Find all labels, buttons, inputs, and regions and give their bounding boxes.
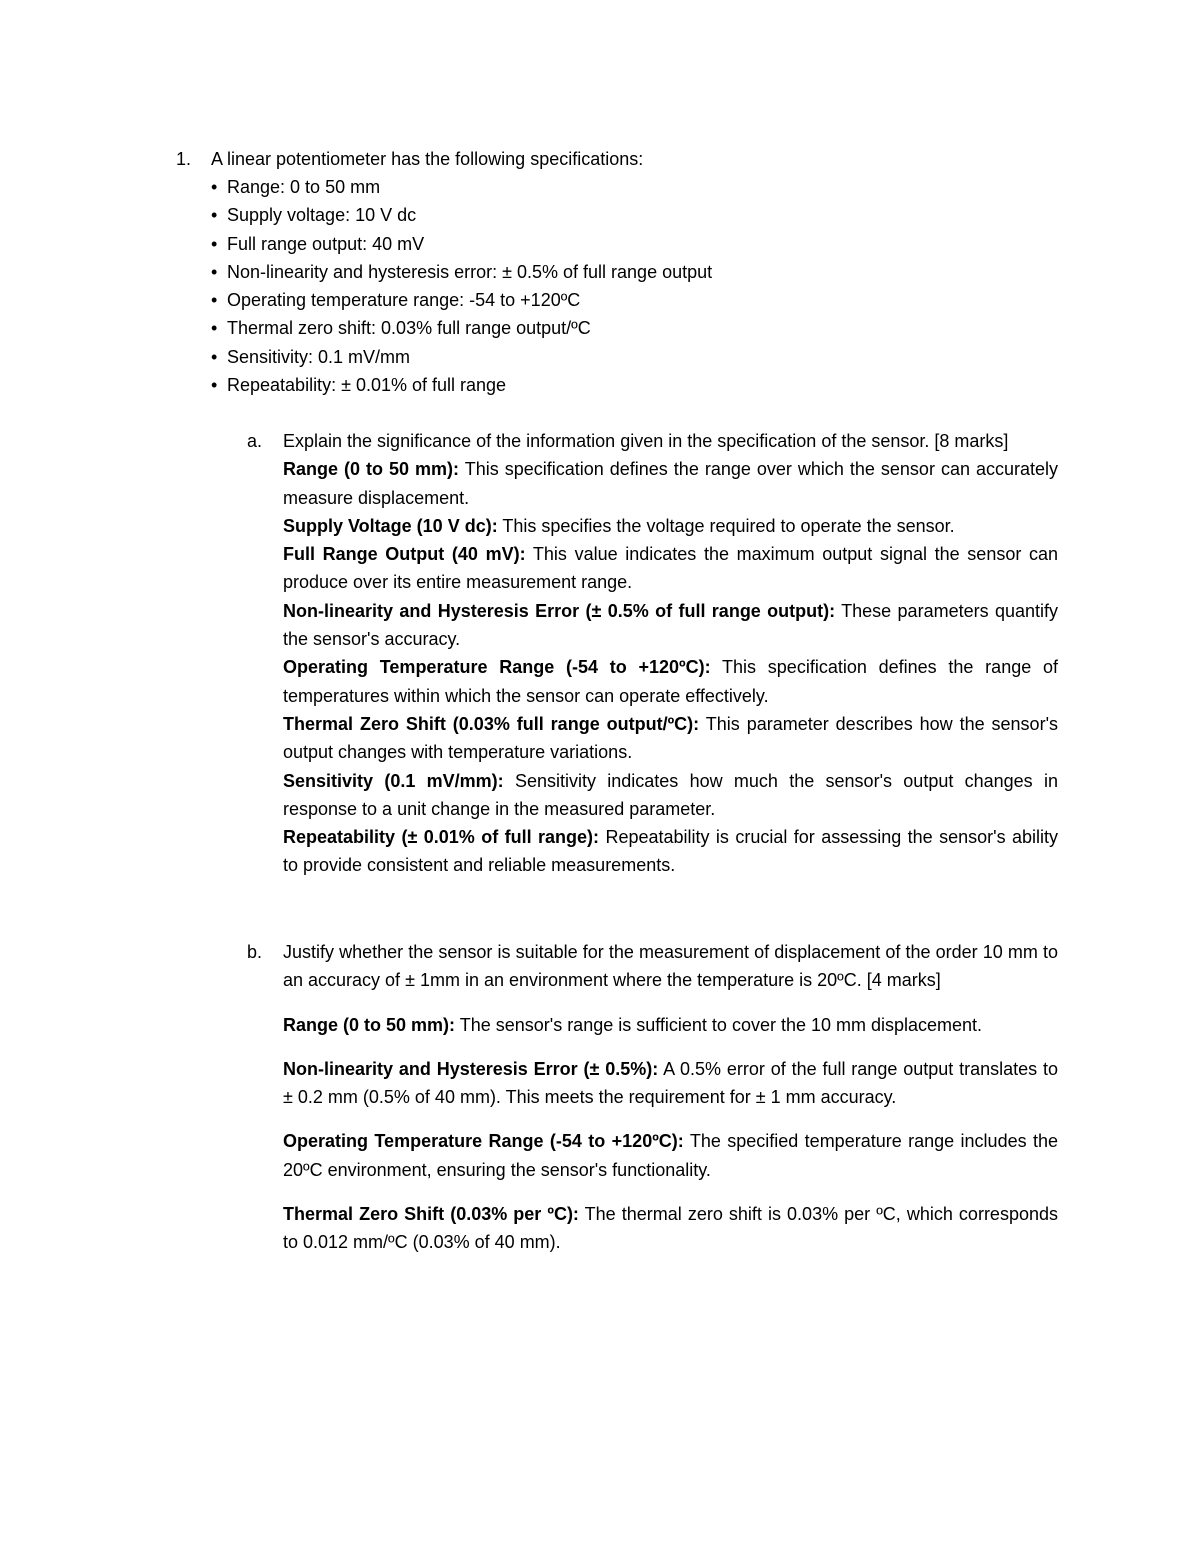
item-term: Operating Temperature Range (-54 to +120ºC): (283, 1131, 684, 1152)
spec-item: • Sensitivity: 0.1 mV/mm (211, 343, 712, 371)
spec-item: • Operating temperature range: -54 to +120ºC (211, 286, 712, 314)
part-b-item: Non-linearity and Hysteresis Error (± 0.5%): A 0.5% error of the full range output translates to ± 0.2 mm (0.5% of 40 mm). This meets the requirement for ± 1 mm accuracy. (283, 1058, 1058, 1108)
bullet-icon: • (211, 205, 218, 226)
part-a-prompt: Explain the significance of the information given in the specification of the sensor. [8 marks] (283, 431, 1009, 451)
item-term: Non-linearity and Hysteresis Error (± 0.5% of full range output): (283, 600, 836, 621)
bullet-icon: • (211, 346, 218, 367)
part-a-item: Thermal Zero Shift (0.03% full range output/ºC): This parameter describes how the sensor's output changes with temperature variations. (283, 713, 1058, 763)
part-b-prompt: Justify whether the sensor is suitable for the measurement of displacement of the order 10 mm to an accuracy of ± 1mm in an environment where the temperature is 20ºC. [4 marks] (283, 942, 1058, 991)
bullet-icon: • (211, 233, 218, 254)
spec-item: • Repeatability: ± 0.01% of full range (211, 371, 712, 399)
bullet-icon: • (211, 261, 218, 282)
item-term: Range (0 to 50 mm): (283, 459, 460, 480)
part-b-item: Range (0 to 50 mm): The sensor's range is sufficient to cover the 10 mm displacement. (283, 1014, 983, 1035)
part-a-item: Range (0 to 50 mm): This specification defines the range over which the sensor can accurately measure displacement. (283, 459, 1058, 508)
part-b-letter: b. (247, 942, 263, 962)
part-a-item: Repeatability (± 0.01% of full range): Repeatability is crucial for assessing the sensor's ability to provide consistent and reliable measurements. (283, 827, 1059, 876)
part-a-item: Operating Temperature Range (-54 to +120ºC): This specification defines the range of temperatures within which the sensor can operate effectively. (283, 657, 1058, 706)
part-a-item: Non-linearity and Hysteresis Error (± 0.5% of full range output): These parameters quantify the sensor's accuracy. (283, 600, 1058, 650)
part-b-section (283, 938, 1058, 1257)
spec-item: • Full range output: 40 mV (211, 230, 712, 258)
question-number: 1. (176, 149, 192, 169)
bullet-icon: • (211, 375, 218, 396)
bullet-icon: • (211, 177, 218, 197)
part-a-item: Supply Voltage (10 V dc): This specifies the voltage required to operate the sensor. (283, 515, 955, 536)
part-a-section (283, 427, 1058, 880)
item-term: Supply Voltage (10 V dc): (283, 515, 498, 536)
spec-item: • Supply voltage: 10 V dc (211, 201, 712, 229)
bullet-icon: • (211, 318, 218, 339)
spec-list (211, 173, 712, 399)
item-term: Range (0 to 50 mm): (283, 1014, 456, 1035)
part-b-item: Operating Temperature Range (-54 to +120ºC): The specified temperature range includes the 20ºC environment, ensuring the sensor's functionality. (283, 1131, 1058, 1180)
item-term: Non-linearity and Hysteresis Error (± 0.5%): (283, 1058, 659, 1079)
spec-item: • Non-linearity and hysteresis error: ± 0.5% of full range output (211, 258, 712, 286)
part-a-item: Full Range Output (40 mV): This value indicates the maximum output signal the sensor can produce over its entire measurement range. (283, 544, 1059, 593)
part-a-item: Sensitivity (0.1 mV/mm): Sensitivity indicates how much the sensor's output changes in response to a unit change in the measured parameter. (283, 770, 1058, 819)
item-term: Sensitivity (0.1 mV/mm): (283, 770, 504, 791)
item-term: Thermal Zero Shift (0.03% full range output/ºC): (283, 713, 700, 734)
question-intro: A linear potentiometer has the following specifications: (211, 149, 644, 169)
part-b-item: Thermal Zero Shift (0.03% per ºC): The thermal zero shift is 0.03% per ºC, which corresponds to 0.012 mm/ºC (0.03% of 40 mm). (283, 1204, 1058, 1253)
part-a-letter: a. (247, 431, 263, 451)
item-term: Full Range Output (40 mV): (283, 544, 526, 565)
item-term: Repeatability (± 0.01% of full range): (283, 827, 600, 848)
item-term: Operating Temperature Range (-54 to +120ºC): (283, 657, 711, 678)
item-term: Thermal Zero Shift (0.03% per ºC): (283, 1204, 579, 1225)
bullet-icon: • (211, 290, 218, 311)
spec-item: • Range: 0 to 50 mm (211, 173, 712, 201)
spec-item: • Thermal zero shift: 0.03% full range output/ºC (211, 314, 712, 342)
